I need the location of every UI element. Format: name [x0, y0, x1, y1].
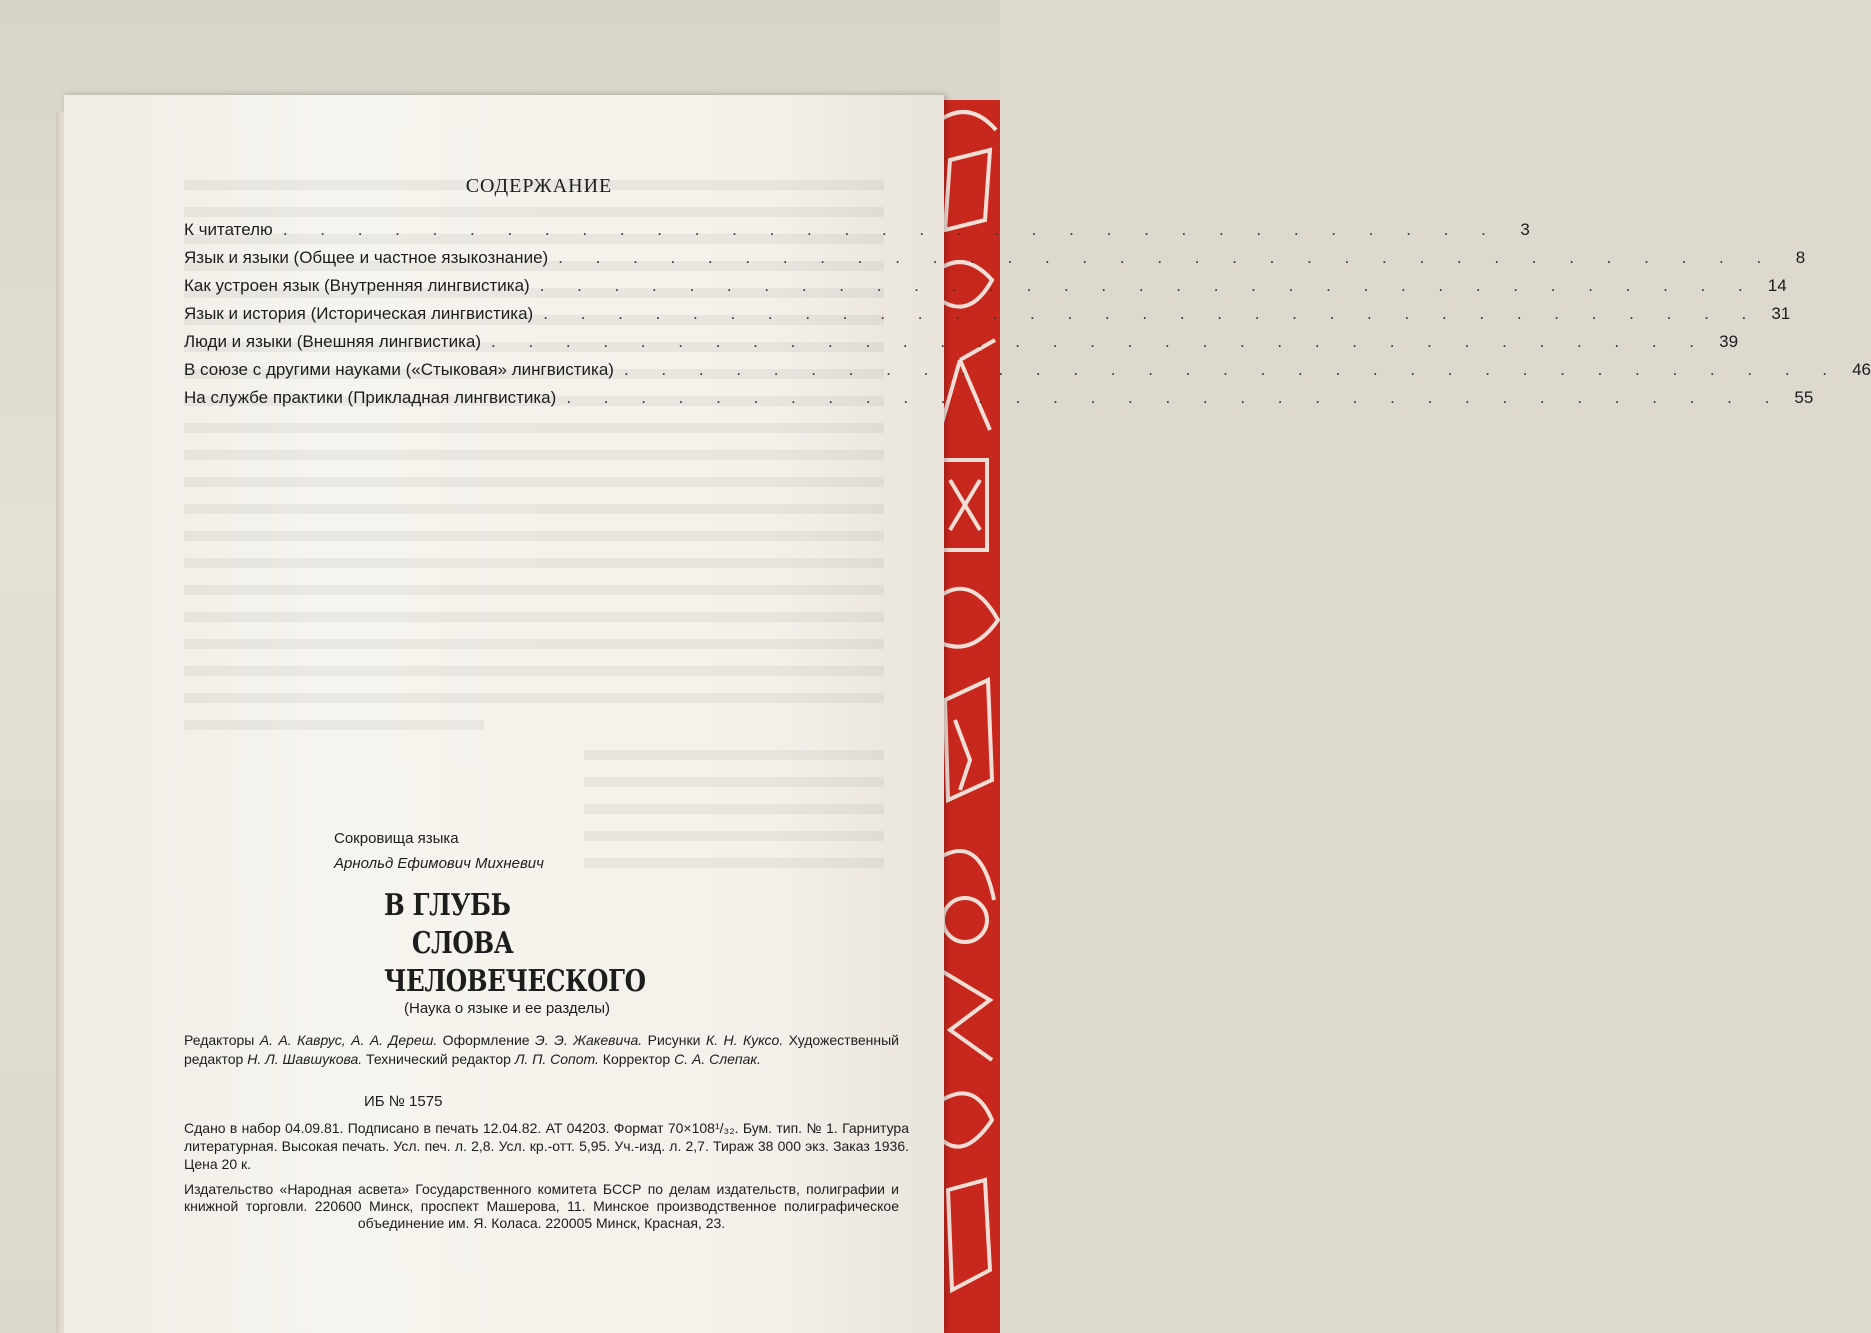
editors-names: А. А. Каврус, А. А. Дереш.	[259, 1032, 438, 1048]
credits-paragraph	[184, 1031, 899, 1069]
toc-entry-page: 14	[1767, 276, 1787, 295]
toc-entry-label: На службе практики (Прикладная лингвистика)	[184, 388, 557, 407]
toc-entry-page: 55	[1794, 388, 1814, 407]
print-info-paragraph: Сдано в набор 04.09.81. Подписано в печать 12.04.82. АТ 04203. Формат 70×108¹/₃₂. Бум. тип. № 1. Гарнитура литературная. Высокая печать. Усл. печ. л. 2,8. Усл. кр.-отт. 5,95. Уч.-изд. л. 2,7. Тираж 38 000 экз. Заказ 1936. Цена 20 к.	[184, 1120, 909, 1172]
book-title-line: СЛОВА	[411, 926, 514, 961]
toc-entry	[184, 220, 1530, 248]
book-page	[64, 95, 1871, 1333]
credits-text: Оформление	[437, 1032, 536, 1048]
toc-entry-page: 8	[1795, 248, 1806, 267]
toc-entry-label: Язык и языки (Общее и частное языкознание)	[184, 248, 549, 267]
publisher-paragraph: Издательство «Народная асвета» Государственного комитета БССР по делам издательств, полиграфии и книжной торговли. 220600 Минск, проспект Машерова, 11. Минское производственное полиграфическое объединение им. Я. Коласа. 220005 Минск, Красная, 23.	[184, 1181, 899, 1231]
credits-text: Художественный редактор	[184, 1032, 900, 1067]
toc-entry	[184, 332, 1739, 360]
book-title-line: В ГЛУБЬ	[384, 888, 511, 923]
toc-entry-page: 39	[1719, 332, 1739, 351]
toc-entry-label: В союзе с другими науками («Стыковая» лингвистика)	[184, 360, 614, 379]
toc-entry-page: 31	[1771, 304, 1791, 323]
credits-text: Рисунки	[642, 1032, 706, 1048]
toc-entry-label: К читателю	[184, 220, 273, 239]
ib-number: ИБ № 1575	[364, 1093, 443, 1110]
toc-leader-dots: . . . . . . . . . . . . . . . . . . . . . . . . . . . . . . . . .	[543, 304, 1761, 323]
toc-leader-dots: . . . . . . . . . . . . . . . . . . . . . . . . . . . . . . . . .	[282, 220, 1500, 239]
toc-entry	[184, 304, 1791, 332]
toc-list	[184, 220, 1871, 416]
toc-entry	[184, 248, 1806, 276]
credits-text: Технический редактор	[362, 1051, 515, 1067]
tech-editor-name: Л. П. Сопот.	[514, 1051, 599, 1067]
illustrator-name: К. Н. Куксо.	[705, 1032, 784, 1048]
toc-leader-dots: . . . . . . . . . . . . . . . . . . . . . . . . . . . . . . . . .	[623, 360, 1841, 379]
toc-leader-dots: . . . . . . . . . . . . . . . . . . . . . . . . . . . . . . . . .	[566, 388, 1784, 407]
designer-name: Э. Э. Жакевича.	[535, 1032, 643, 1048]
toc-leader-dots: . . . . . . . . . . . . . . . . . . . . . . . . . . . . . . . . .	[491, 332, 1709, 351]
book-title-line: ЧЕЛОВЕЧЕСКОГО	[384, 964, 646, 999]
proofreader-name: С. А. Слепак.	[674, 1051, 761, 1067]
toc-entry-label: Как устроен язык (Внутренняя лингвистика)	[184, 276, 530, 295]
art-editor-name: Н. Л. Шавшукова.	[247, 1051, 363, 1067]
toc-leader-dots: . . . . . . . . . . . . . . . . . . . . . . . . . . . . . . . . .	[539, 276, 1757, 295]
toc-leader-dots: . . . . . . . . . . . . . . . . . . . . . . . . . . . . . . . . .	[558, 248, 1776, 267]
toc-entry-page: 46	[1852, 360, 1871, 379]
toc-entry	[184, 360, 1871, 388]
credits-text: Редакторы	[184, 1032, 260, 1048]
series-name: Сокровища языка	[334, 830, 459, 847]
toc-entry	[184, 276, 1787, 304]
book-subtitle: (Наука о языке и ее разделы)	[404, 1000, 611, 1017]
toc-entry-page: 3	[1520, 220, 1530, 239]
author-name: Арнольд Ефимович Михневич	[334, 855, 544, 872]
book-title	[384, 887, 679, 1001]
credits-text: Корректор	[598, 1051, 675, 1067]
toc-heading: СОДЕРЖАНИЕ	[465, 175, 613, 197]
toc-entry-label: Язык и история (Историческая лингвистика)	[184, 304, 534, 323]
toc-entry	[184, 388, 1814, 416]
toc-entry-label: Люди и языки (Внешняя лингвистика)	[184, 332, 482, 351]
